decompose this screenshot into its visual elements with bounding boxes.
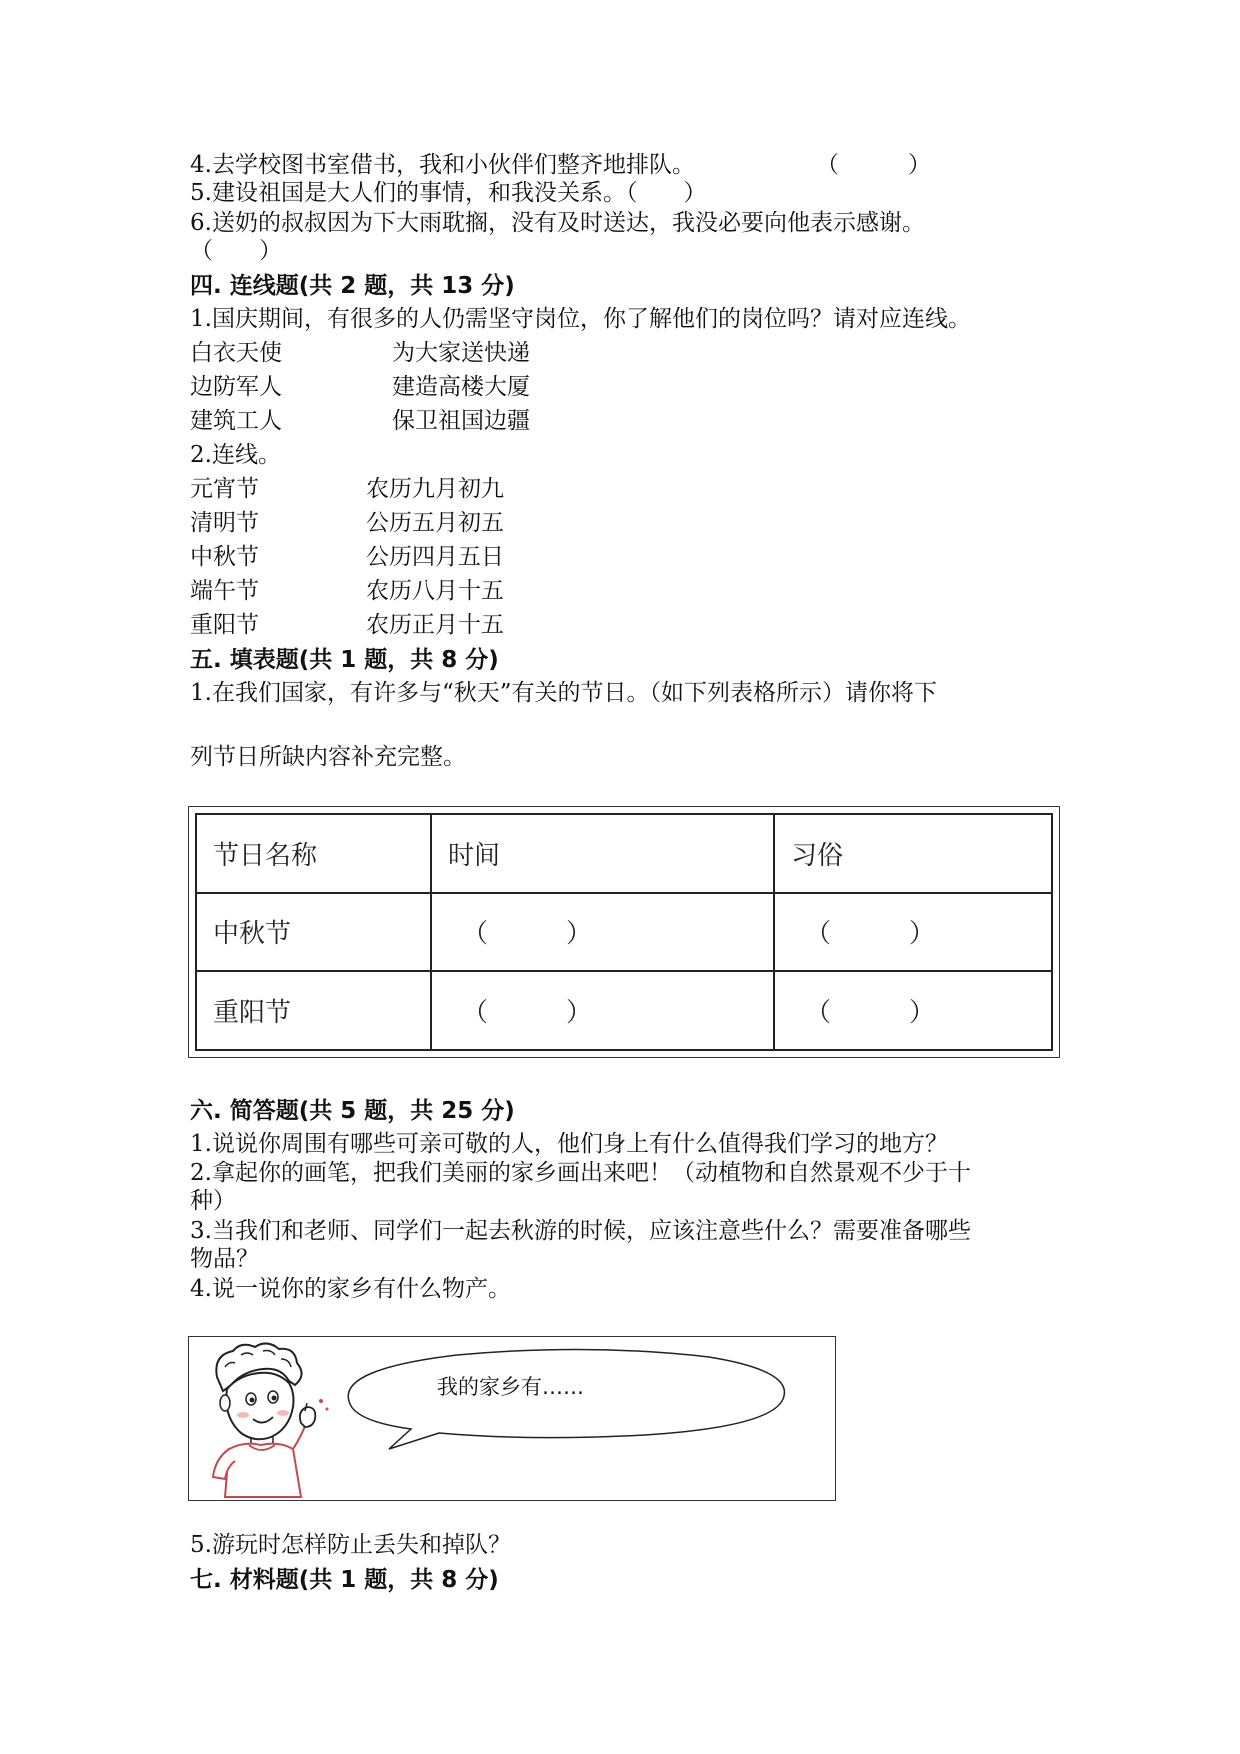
short-answer-q2-line1: 2.拿起你的画笔，把我们美丽的家乡画出来吧！（动植物和自然景观不少于十: [190, 1160, 971, 1186]
matching-q2-left-item[interactable]: 端午节: [190, 578, 259, 604]
matching-q1-left-item[interactable]: 建筑工人: [190, 408, 282, 434]
table-header-time: 时间: [431, 814, 774, 893]
table-cell-festival: 重阳节: [196, 971, 431, 1050]
short-answer-q5: 5.游玩时怎样防止丢失和掉队？: [190, 1532, 511, 1558]
fill-table-prompt-line2: 列节日所缺内容补充完整。: [190, 744, 466, 770]
section-heading-fill-table: 五. 填表题(共 1 题，共 8 分): [190, 647, 499, 673]
table-cell-time-blank[interactable]: （ ）: [431, 971, 774, 1050]
judge-item-4-answer-blank[interactable]: （ ）: [816, 152, 931, 178]
boy-illustration: [189, 1337, 835, 1500]
fill-table-prompt-line1: 1.在我们国家，有许多与“秋天”有关的节日。（如下列表格所示）请你将下: [190, 680, 937, 706]
judge-item-5: 5.建设祖国是大人们的事情，和我没关系。（ ）: [190, 180, 707, 206]
matching-q1-left-item[interactable]: 白衣天使: [190, 340, 282, 366]
table-cell-time-blank[interactable]: （ ）: [431, 893, 774, 972]
matching-q2-prompt: 2.连线。: [190, 442, 281, 468]
judge-item-6-answer-blank[interactable]: （ ）: [190, 238, 282, 264]
hometown-picture-box: [188, 1336, 836, 1501]
table-header-festival-name: 节日名称: [196, 814, 431, 893]
table-header-row: [196, 814, 1052, 893]
matching-q1-prompt: 1.国庆期间，有很多的人仍需坚守岗位，你了解他们的岗位吗？请对应连线。: [190, 306, 971, 332]
matching-q2-right-item[interactable]: 农历九月初九: [366, 476, 504, 502]
short-answer-q4: 4.说一说你的家乡有什么物产。: [190, 1276, 511, 1302]
table-cell-custom-blank[interactable]: （ ）: [774, 971, 1052, 1050]
festival-table: [195, 813, 1053, 1051]
table-row: [196, 971, 1052, 1050]
matching-q2-left-item[interactable]: 重阳节: [190, 612, 259, 638]
table-row: [196, 893, 1052, 972]
judge-item-6: 6.送奶的叔叔因为下大雨耽搁，没有及时送达，我没必要向他表示感谢。: [190, 210, 925, 236]
matching-q2-right-item[interactable]: 农历正月十五: [366, 612, 504, 638]
short-answer-q3-line2: 物品？: [190, 1246, 259, 1272]
matching-q2-right-item[interactable]: 农历八月十五: [366, 578, 504, 604]
matching-q2-left-item[interactable]: 元宵节: [190, 476, 259, 502]
section-heading-short-answer: 六. 简答题(共 5 题，共 25 分): [190, 1098, 515, 1124]
table-header-custom: 习俗: [774, 814, 1052, 893]
matching-q2-right-item[interactable]: 公历四月五日: [366, 544, 504, 570]
speech-bubble-text: 我的家乡有……: [437, 1375, 584, 1399]
judge-item-4: 4.去学校图书室借书，我和小伙伴们整齐地排队。: [190, 152, 695, 178]
matching-q2-left-item[interactable]: 清明节: [190, 510, 259, 536]
table-cell-custom-blank[interactable]: （ ）: [774, 893, 1052, 972]
matching-q2-left-item[interactable]: 中秋节: [190, 544, 259, 570]
matching-q1-left-item[interactable]: 边防军人: [190, 374, 282, 400]
matching-q1-right-item[interactable]: 为大家送快递: [392, 340, 530, 366]
short-answer-q1: 1.说说你周围有哪些可亲可敬的人，他们身上有什么值得我们学习的地方？: [190, 1131, 948, 1157]
section-heading-material: 七. 材料题(共 1 题，共 8 分): [190, 1567, 499, 1593]
table-cell-festival: 中秋节: [196, 893, 431, 972]
matching-q1-right-item[interactable]: 保卫祖国边疆: [392, 408, 530, 434]
matching-q1-right-item[interactable]: 建造高楼大厦: [392, 374, 530, 400]
short-answer-q3-line1: 3.当我们和老师、同学们一起去秋游的时候，应该注意些什么？需要准备哪些: [190, 1218, 971, 1244]
festival-table-frame: [188, 806, 1060, 1058]
matching-q2-right-item[interactable]: 公历五月初五: [366, 510, 504, 536]
section-heading-matching: 四. 连线题(共 2 题，共 13 分): [190, 273, 515, 299]
short-answer-q2-line2: 种）: [190, 1188, 236, 1214]
